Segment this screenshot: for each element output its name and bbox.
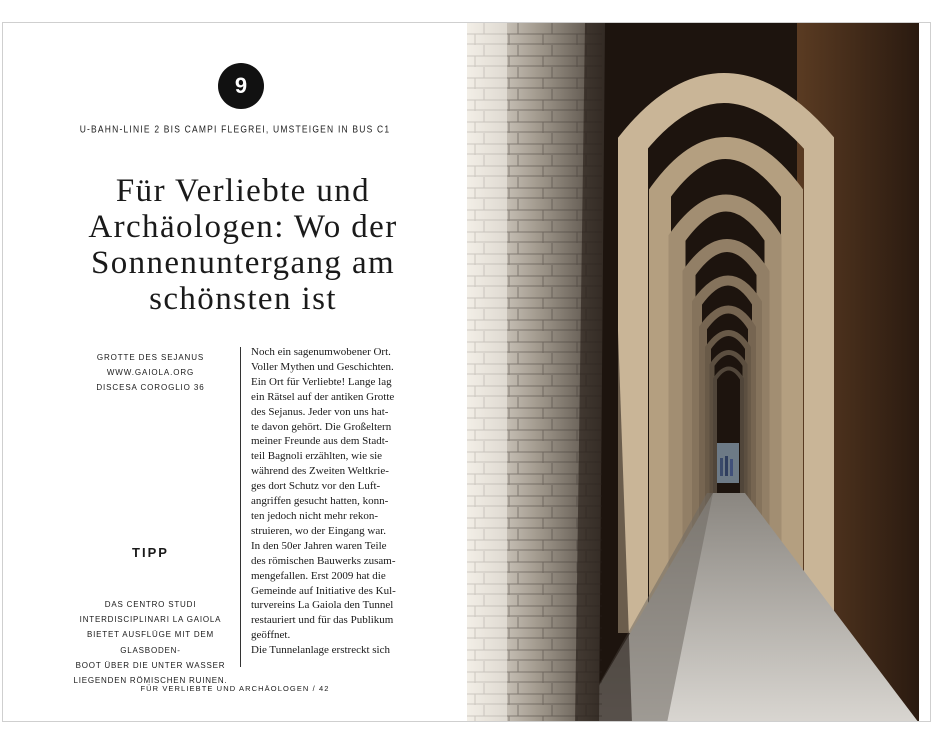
book-spread (2, 22, 931, 722)
tunnel-photo (467, 23, 919, 722)
tipp-line: BIETET AUSFLÜGE MIT DEM GLASBODEN- (86, 630, 214, 655)
body-line: geöffnet. (251, 629, 291, 642)
location-name: GROTTE DES SEJANUS (96, 353, 205, 362)
body-line: teil Bagnoli erzählten, wie sie (251, 450, 383, 463)
body-line: te davon gehört. Die Großeltern (251, 420, 392, 433)
body-line: ges dort Schutz vor den Luft- (251, 480, 381, 493)
location-website: WWW.GAIOLA.ORG (106, 368, 195, 377)
body-text (251, 345, 421, 658)
route-directions: U-BAHN-LINIE 2 BIS CAMPI FLEGREI, UMSTEIGEN IN BUS C1 (79, 123, 391, 135)
body-line: turvereins La Gaiola den Tunnel (251, 599, 394, 612)
title-line: Für Verliebte und (115, 173, 371, 209)
body-line: des römischen Bauwerks zusam- (251, 554, 396, 567)
body-line: meiner Freunde aus dem Stadt- (251, 435, 389, 448)
body-line: ein Rätsel auf der antiken Grotte (251, 390, 395, 403)
body-line: ten jedoch nicht mehr rekon- (251, 509, 379, 522)
location-info (73, 350, 228, 395)
page-footer: FÜR VERLIEBTE UND ARCHÄOLOGEN / 42 (140, 684, 330, 693)
chapter-number-badge: 9 (218, 63, 264, 109)
body-line: des Sejanus. Jeder von uns hat- (251, 405, 389, 418)
tipp-line: DAS CENTRO STUDI (104, 600, 197, 609)
tipp-line: INTERDISCIPLINARI LA GAIOLA (79, 615, 222, 625)
body-line: während des Zweiten Weltkrie- (251, 465, 389, 478)
chapter-title (33, 173, 453, 317)
tipp-heading: TIPP (132, 545, 169, 560)
title-line: schönsten ist (149, 281, 337, 317)
body-line: Voller Mythen und Geschichten. (251, 360, 394, 373)
body-line: In den 50er Jahren waren Teile (251, 539, 387, 552)
body-line: Ein Ort für Verliebte! Lange lag (251, 375, 392, 388)
body-line: struieren, wo der Eingang war. (251, 524, 387, 537)
body-line: Noch ein sagenumwobener Ort. (251, 346, 391, 358)
tipp-line: BOOT ÜBER DIE UNTER WASSER (75, 660, 226, 670)
tunnel-arches-illustration (467, 23, 919, 722)
column-divider (240, 347, 241, 667)
tipp-line: LIEGENDEN RÖMISCHEN RUINEN. (73, 676, 228, 686)
body-line: Die Tunnelanlage erstreckt sich (251, 644, 390, 657)
tipp-text (63, 597, 238, 688)
title-line: Archäologen: Wo der (88, 209, 398, 245)
title-line: Sonnenuntergang am (90, 245, 396, 281)
location-address: DISCESA COROGLIO 36 (96, 383, 205, 392)
left-page (3, 23, 467, 722)
body-line: Gemeinde auf Initiative des Kul- (251, 584, 396, 597)
body-line: mengefallen. Erst 2009 hat die (251, 569, 386, 582)
body-line: angriffen gesucht hatten, konn- (251, 495, 389, 508)
body-line: restauriert und für das Publikum (251, 614, 394, 627)
